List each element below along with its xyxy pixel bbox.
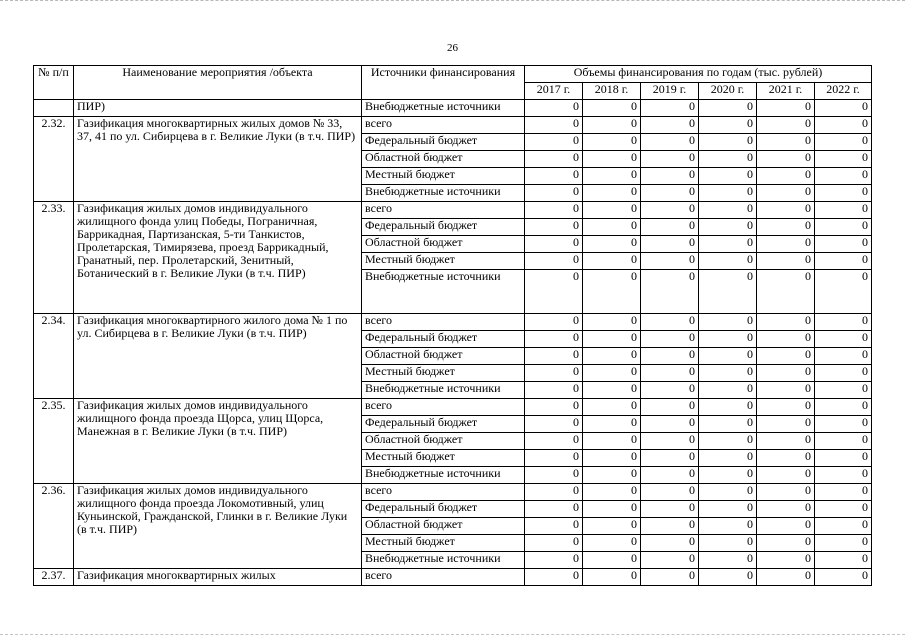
amount-cell: 0	[815, 382, 872, 399]
funding-source: Федеральный бюджет	[362, 219, 525, 236]
amount-cell: 0	[641, 185, 699, 202]
measure-name: Газификация жилых домов индивидуального жилищного фонда проезда Локомотивный, улиц Куньинской, Гражданской, Глинки в г. Великие Луки (в т.ч. ПИР)	[74, 484, 362, 569]
table-row	[34, 202, 872, 219]
amount-cell: 0	[641, 253, 699, 270]
amount-cell: 0	[815, 253, 872, 270]
amount-cell: 0	[815, 416, 872, 433]
amount-cell: 0	[583, 467, 641, 484]
amount-cell: 0	[583, 501, 641, 518]
amount-cell: 0	[815, 151, 872, 168]
amount-cell: 0	[641, 501, 699, 518]
header-year: 2022 г.	[815, 83, 872, 100]
table-body	[34, 100, 872, 586]
amount-cell: 0	[699, 569, 757, 586]
amount-cell: 0	[583, 314, 641, 331]
amount-cell: 0	[525, 348, 583, 365]
amount-cell: 0	[583, 134, 641, 151]
amount-cell: 0	[699, 416, 757, 433]
amount-cell: 0	[757, 518, 815, 535]
amount-cell: 0	[641, 314, 699, 331]
amount-cell: 0	[525, 501, 583, 518]
amount-cell: 0	[699, 467, 757, 484]
funding-source: Внебюджетные источники	[362, 382, 525, 399]
amount-cell: 0	[641, 535, 699, 552]
amount-cell: 0	[525, 202, 583, 219]
funding-source: всего	[362, 399, 525, 416]
amount-cell: 0	[699, 484, 757, 501]
amount-cell: 0	[815, 185, 872, 202]
amount-cell: 0	[641, 100, 699, 117]
amount-cell: 0	[699, 270, 757, 314]
amount-cell: 0	[525, 270, 583, 314]
funding-source: всего	[362, 569, 525, 586]
funding-source: Областной бюджет	[362, 151, 525, 168]
measure-name: ПИР)	[74, 100, 362, 117]
funding-source: Областной бюджет	[362, 348, 525, 365]
amount-cell: 0	[583, 450, 641, 467]
amount-cell: 0	[525, 535, 583, 552]
amount-cell: 0	[583, 518, 641, 535]
amount-cell: 0	[699, 501, 757, 518]
amount-cell: 0	[525, 100, 583, 117]
header-num: № п/п	[34, 66, 74, 100]
funding-source: Местный бюджет	[362, 535, 525, 552]
amount-cell: 0	[815, 365, 872, 382]
amount-cell: 0	[699, 348, 757, 365]
amount-cell: 0	[583, 100, 641, 117]
amount-cell: 0	[641, 552, 699, 569]
amount-cell: 0	[757, 382, 815, 399]
funding-source: всего	[362, 484, 525, 501]
amount-cell: 0	[757, 467, 815, 484]
amount-cell: 0	[815, 569, 872, 586]
amount-cell: 0	[699, 236, 757, 253]
header-year: 2021 г.	[757, 83, 815, 100]
amount-cell: 0	[525, 365, 583, 382]
amount-cell: 0	[583, 484, 641, 501]
funding-source: Местный бюджет	[362, 253, 525, 270]
amount-cell: 0	[757, 100, 815, 117]
amount-cell: 0	[815, 100, 872, 117]
amount-cell: 0	[583, 348, 641, 365]
amount-cell: 0	[699, 382, 757, 399]
amount-cell: 0	[583, 399, 641, 416]
amount-cell: 0	[699, 117, 757, 134]
row-number	[34, 100, 74, 117]
table-row	[34, 569, 872, 586]
amount-cell: 0	[815, 433, 872, 450]
amount-cell: 0	[757, 117, 815, 134]
measure-name: Газификация жилых домов индивидуального жилищного фонда проезда Щорса, улиц Щорса, Манежная в г. Великие Луки (в т.ч. ПИР)	[74, 399, 362, 484]
amount-cell: 0	[815, 450, 872, 467]
amount-cell: 0	[757, 253, 815, 270]
amount-cell: 0	[641, 270, 699, 314]
row-number: 2.34.	[34, 314, 74, 399]
amount-cell: 0	[525, 382, 583, 399]
funding-source: Местный бюджет	[362, 365, 525, 382]
amount-cell: 0	[583, 236, 641, 253]
header-year: 2018 г.	[583, 83, 641, 100]
amount-cell: 0	[815, 535, 872, 552]
funding-source: всего	[362, 117, 525, 134]
amount-cell: 0	[525, 569, 583, 586]
amount-cell: 0	[815, 168, 872, 185]
row-number: 2.32.	[34, 117, 74, 202]
amount-cell: 0	[815, 314, 872, 331]
amount-cell: 0	[699, 552, 757, 569]
amount-cell: 0	[815, 236, 872, 253]
amount-cell: 0	[757, 501, 815, 518]
amount-cell: 0	[641, 467, 699, 484]
funding-source: всего	[362, 202, 525, 219]
amount-cell: 0	[815, 331, 872, 348]
table-row	[34, 484, 872, 501]
amount-cell: 0	[815, 399, 872, 416]
amount-cell: 0	[525, 117, 583, 134]
funding-source: Федеральный бюджет	[362, 501, 525, 518]
amount-cell: 0	[525, 552, 583, 569]
amount-cell: 0	[583, 168, 641, 185]
amount-cell: 0	[757, 151, 815, 168]
amount-cell: 0	[757, 168, 815, 185]
funding-source: Федеральный бюджет	[362, 134, 525, 151]
amount-cell: 0	[583, 552, 641, 569]
amount-cell: 0	[699, 100, 757, 117]
amount-cell: 0	[525, 134, 583, 151]
amount-cell: 0	[583, 185, 641, 202]
amount-cell: 0	[699, 535, 757, 552]
header-source: Источники финансирования	[362, 66, 525, 100]
amount-cell: 0	[699, 399, 757, 416]
amount-cell: 0	[699, 185, 757, 202]
amount-cell: 0	[815, 219, 872, 236]
scan-edge-bottom	[0, 634, 905, 637]
amount-cell: 0	[641, 569, 699, 586]
funding-source: Областной бюджет	[362, 433, 525, 450]
amount-cell: 0	[757, 484, 815, 501]
amount-cell: 0	[757, 270, 815, 314]
amount-cell: 0	[757, 185, 815, 202]
header-year: 2017 г.	[525, 83, 583, 100]
amount-cell: 0	[641, 382, 699, 399]
amount-cell: 0	[699, 450, 757, 467]
table-header	[34, 66, 872, 100]
amount-cell: 0	[583, 253, 641, 270]
amount-cell: 0	[757, 450, 815, 467]
amount-cell: 0	[641, 365, 699, 382]
amount-cell: 0	[583, 331, 641, 348]
measure-name: Газификация многоквартирных жилых домов № 33, 37, 41 по ул. Сибирцева в г. Великие Луки (в т.ч. ПИР)	[74, 117, 362, 202]
amount-cell: 0	[525, 185, 583, 202]
amount-cell: 0	[525, 450, 583, 467]
header-name: Наименование мероприятия /объекта	[74, 66, 362, 100]
amount-cell: 0	[641, 484, 699, 501]
funding-source: Внебюджетные источники	[362, 552, 525, 569]
amount-cell: 0	[583, 202, 641, 219]
amount-cell: 0	[757, 219, 815, 236]
amount-cell: 0	[815, 270, 872, 314]
amount-cell: 0	[641, 399, 699, 416]
funding-source: Областной бюджет	[362, 236, 525, 253]
amount-cell: 0	[757, 433, 815, 450]
funding-source: Областной бюджет	[362, 518, 525, 535]
amount-cell: 0	[641, 518, 699, 535]
amount-cell: 0	[757, 399, 815, 416]
amount-cell: 0	[525, 467, 583, 484]
amount-cell: 0	[583, 569, 641, 586]
funding-source: Федеральный бюджет	[362, 331, 525, 348]
header-year: 2020 г.	[699, 83, 757, 100]
amount-cell: 0	[583, 117, 641, 134]
amount-cell: 0	[525, 433, 583, 450]
table-row	[34, 100, 872, 117]
amount-cell: 0	[699, 219, 757, 236]
amount-cell: 0	[583, 270, 641, 314]
amount-cell: 0	[583, 365, 641, 382]
page-number: 26	[447, 42, 458, 54]
amount-cell: 0	[757, 535, 815, 552]
amount-cell: 0	[641, 134, 699, 151]
amount-cell: 0	[757, 416, 815, 433]
amount-cell: 0	[699, 365, 757, 382]
funding-source: Внебюджетные источники	[362, 270, 525, 314]
amount-cell: 0	[757, 236, 815, 253]
amount-cell: 0	[699, 253, 757, 270]
amount-cell: 0	[641, 236, 699, 253]
amount-cell: 0	[815, 467, 872, 484]
amount-cell: 0	[757, 552, 815, 569]
amount-cell: 0	[815, 202, 872, 219]
measure-name: Газификация жилых домов индивидуального жилищного фонда улиц Победы, Пограничная, Баррикадная, Партизанская, 5-ти Танкистов, Пролетарская, Тимирязева, проезд Баррикадный, Гранатный, пер. Пролетарский, Зенитный, Ботанический в г. Великие Луки (в т.ч. ПИР)	[74, 202, 362, 314]
amount-cell: 0	[699, 202, 757, 219]
amount-cell: 0	[815, 117, 872, 134]
row-number: 2.37.	[34, 569, 74, 586]
table-row	[34, 399, 872, 416]
amount-cell: 0	[757, 134, 815, 151]
amount-cell: 0	[525, 331, 583, 348]
amount-cell: 0	[641, 117, 699, 134]
amount-cell: 0	[815, 484, 872, 501]
amount-cell: 0	[699, 134, 757, 151]
amount-cell: 0	[525, 416, 583, 433]
funding-source: Внебюджетные источники	[362, 100, 525, 117]
amount-cell: 0	[641, 151, 699, 168]
funding-source: Федеральный бюджет	[362, 416, 525, 433]
amount-cell: 0	[815, 552, 872, 569]
amount-cell: 0	[641, 331, 699, 348]
amount-cell: 0	[583, 151, 641, 168]
amount-cell: 0	[525, 399, 583, 416]
amount-cell: 0	[525, 484, 583, 501]
amount-cell: 0	[699, 331, 757, 348]
amount-cell: 0	[757, 348, 815, 365]
measure-name: Газификация многоквартирных жилых	[74, 569, 362, 586]
amount-cell: 0	[641, 348, 699, 365]
amount-cell: 0	[525, 151, 583, 168]
amount-cell: 0	[699, 314, 757, 331]
amount-cell: 0	[815, 348, 872, 365]
amount-cell: 0	[815, 134, 872, 151]
amount-cell: 0	[815, 518, 872, 535]
row-number: 2.35.	[34, 399, 74, 484]
amount-cell: 0	[525, 518, 583, 535]
header-year: 2019 г.	[641, 83, 699, 100]
amount-cell: 0	[583, 433, 641, 450]
amount-cell: 0	[641, 168, 699, 185]
funding-source: Внебюджетные источники	[362, 185, 525, 202]
funding-source: Местный бюджет	[362, 168, 525, 185]
amount-cell: 0	[641, 219, 699, 236]
amount-cell: 0	[641, 433, 699, 450]
amount-cell: 0	[583, 535, 641, 552]
row-number: 2.36.	[34, 484, 74, 569]
amount-cell: 0	[699, 151, 757, 168]
amount-cell: 0	[583, 416, 641, 433]
amount-cell: 0	[699, 518, 757, 535]
amount-cell: 0	[525, 236, 583, 253]
funding-source: всего	[362, 314, 525, 331]
measure-name: Газификация многоквартирного жилого дома № 1 по ул. Сибирцева в г. Великие Луки (в т.ч. ПИР)	[74, 314, 362, 399]
amount-cell: 0	[641, 202, 699, 219]
table-row	[34, 117, 872, 134]
amount-cell: 0	[757, 365, 815, 382]
amount-cell: 0	[757, 314, 815, 331]
scan-edge-top	[0, 0, 905, 3]
amount-cell: 0	[757, 202, 815, 219]
funding-source: Местный бюджет	[362, 450, 525, 467]
amount-cell: 0	[757, 331, 815, 348]
amount-cell: 0	[525, 219, 583, 236]
row-number: 2.33.	[34, 202, 74, 314]
table-row	[34, 314, 872, 331]
header-years-group: Объемы финансирования по годам (тыс. рублей)	[525, 66, 872, 83]
amount-cell: 0	[525, 253, 583, 270]
amount-cell: 0	[641, 450, 699, 467]
amount-cell: 0	[757, 569, 815, 586]
amount-cell: 0	[583, 219, 641, 236]
amount-cell: 0	[815, 501, 872, 518]
amount-cell: 0	[525, 314, 583, 331]
amount-cell: 0	[699, 433, 757, 450]
amount-cell: 0	[525, 168, 583, 185]
amount-cell: 0	[641, 416, 699, 433]
amount-cell: 0	[583, 382, 641, 399]
funding-source: Внебюджетные источники	[362, 467, 525, 484]
financing-table	[33, 65, 872, 586]
amount-cell: 0	[699, 168, 757, 185]
